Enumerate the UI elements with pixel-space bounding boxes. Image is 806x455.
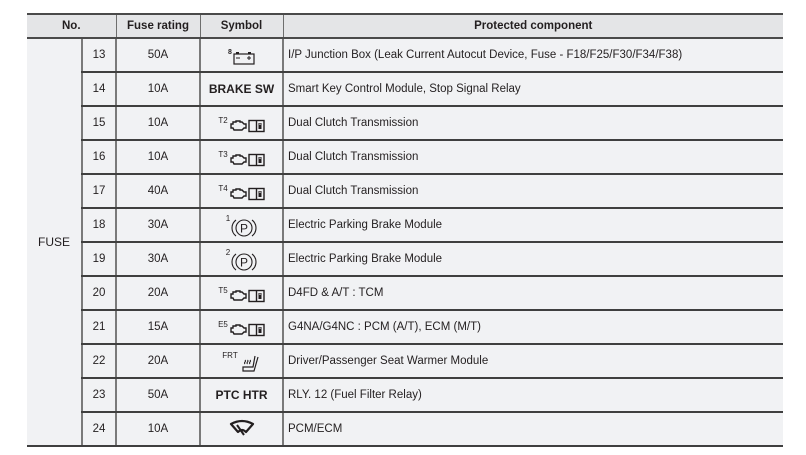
protected-component: Dual Clutch Transmission xyxy=(283,174,783,208)
symbol-superscript: FRT xyxy=(222,350,238,360)
fuse-number: 21 xyxy=(82,310,116,344)
protected-component: PCM/ECM xyxy=(283,412,783,446)
engine-icon xyxy=(229,119,247,132)
table-row xyxy=(27,310,783,344)
engine-icon xyxy=(229,289,247,302)
fuse-number: 15 xyxy=(82,106,116,140)
table-row xyxy=(27,276,783,310)
symbol-superscript: T3 xyxy=(218,149,228,159)
table-row xyxy=(27,378,783,412)
fuse-symbol xyxy=(200,208,283,242)
symbol-superscript: T4 xyxy=(218,183,228,193)
wiper-icon xyxy=(229,419,255,437)
seat-warmer-icon xyxy=(239,354,261,374)
fuse-rating: 50A xyxy=(116,378,200,412)
fuse-rating: 50A xyxy=(116,38,200,72)
fuse-symbol xyxy=(200,276,283,310)
symbol-superscript: 2 xyxy=(225,247,231,257)
table-row xyxy=(27,242,783,276)
fuse-symbol xyxy=(200,106,283,140)
fuse-number: 20 xyxy=(82,276,116,310)
symbol-superscript: 1 xyxy=(225,213,231,223)
protected-component: Electric Parking Brake Module xyxy=(283,208,783,242)
fuse-symbol xyxy=(200,38,283,72)
protected-component: RLY. 12 (Fuel Filter Relay) xyxy=(283,378,783,412)
engine-icon xyxy=(229,153,247,166)
table-body xyxy=(27,38,783,446)
header-symbol: Symbol xyxy=(200,14,283,38)
protected-component: G4NA/G4NC : PCM (A/T), ECM (M/T) xyxy=(283,310,783,344)
manual-book-icon xyxy=(248,119,265,133)
seat-warmer-icon xyxy=(222,350,260,374)
group-label-fuse: FUSE xyxy=(27,38,82,446)
engine-manual-icon xyxy=(218,183,264,201)
engine-manual-icon xyxy=(218,149,264,167)
header-no: No. xyxy=(27,14,116,38)
protected-component: Dual Clutch Transmission xyxy=(283,106,783,140)
table-row xyxy=(27,174,783,208)
fuse-number: 22 xyxy=(82,344,116,378)
protected-component: I/P Junction Box (Leak Current Autocut Device, Fuse - F18/F25/F30/F34/F38) xyxy=(283,38,783,72)
header-protected-component: Protected component xyxy=(283,14,783,38)
table-row xyxy=(27,412,783,446)
fuse-number: 13 xyxy=(82,38,116,72)
parking-brake-icon xyxy=(231,217,257,239)
fuse-symbol xyxy=(200,242,283,276)
fuse-symbol xyxy=(200,310,283,344)
fuse-symbol xyxy=(200,72,283,106)
fuse-symbol xyxy=(200,344,283,378)
fuse-rating: 10A xyxy=(116,72,200,106)
fuse-rating: 30A xyxy=(116,242,200,276)
table-row xyxy=(27,344,783,378)
engine-manual-icon xyxy=(218,285,264,303)
header-fuse-rating: Fuse rating xyxy=(116,14,200,38)
manual-book-icon xyxy=(248,153,265,167)
symbol-superscript: T2 xyxy=(218,115,228,125)
fuse-rating: 40A xyxy=(116,174,200,208)
symbol-text: PTC HTR xyxy=(215,388,268,402)
svg-text:P: P xyxy=(240,255,249,269)
engine-icon xyxy=(229,187,247,200)
fuse-rating: 20A xyxy=(116,344,200,378)
symbol-superscript: T5 xyxy=(218,285,228,295)
fuse-symbol xyxy=(200,174,283,208)
manual-book-icon xyxy=(248,323,265,337)
fuse-rating: 10A xyxy=(116,140,200,174)
battery-icon xyxy=(228,51,255,65)
manual-book-icon xyxy=(248,187,265,201)
parking-brake-icon xyxy=(231,251,257,273)
fuse-symbol xyxy=(200,140,283,174)
protected-component: Driver/Passenger Seat Warmer Module xyxy=(283,344,783,378)
table-row xyxy=(27,106,783,140)
protected-component: Smart Key Control Module, Stop Signal Relay xyxy=(283,72,783,106)
fuse-symbol xyxy=(200,378,283,412)
fuse-number: 16 xyxy=(82,140,116,174)
fuse-rating: 30A xyxy=(116,208,200,242)
fuse-rating: 15A xyxy=(116,310,200,344)
fuse-number: 19 xyxy=(82,242,116,276)
protected-component: D4FD & A/T : TCM xyxy=(283,276,783,310)
symbol-superscript: 8 xyxy=(228,49,232,56)
fuse-rating: 10A xyxy=(116,106,200,140)
symbol-superscript: E5 xyxy=(218,319,228,329)
fuse-number: 23 xyxy=(82,378,116,412)
svg-text:P: P xyxy=(240,221,249,235)
engine-icon xyxy=(229,323,247,336)
protected-component: Dual Clutch Transmission xyxy=(283,140,783,174)
fuse-rating: 10A xyxy=(116,412,200,446)
fuse-number: 17 xyxy=(82,174,116,208)
engine-manual-icon xyxy=(218,115,264,133)
fuse-number: 18 xyxy=(82,208,116,242)
engine-manual-icon xyxy=(218,319,265,337)
table-row xyxy=(27,208,783,242)
fuse-rating: 20A xyxy=(116,276,200,310)
parking-brake-icon xyxy=(225,247,257,273)
fuse-table xyxy=(27,13,783,447)
fuse-number: 14 xyxy=(82,72,116,106)
fuse-symbol xyxy=(200,412,283,446)
protected-component: Electric Parking Brake Module xyxy=(283,242,783,276)
symbol-text: BRAKE SW xyxy=(208,82,275,96)
table-row xyxy=(27,38,783,72)
manual-book-icon xyxy=(248,289,265,303)
parking-brake-icon xyxy=(225,213,257,239)
table-header-row xyxy=(27,14,783,38)
table-row xyxy=(27,140,783,174)
battery-icon xyxy=(233,51,255,65)
table-row xyxy=(27,72,783,106)
wiper-icon xyxy=(229,419,255,437)
fuse-number: 24 xyxy=(82,412,116,446)
